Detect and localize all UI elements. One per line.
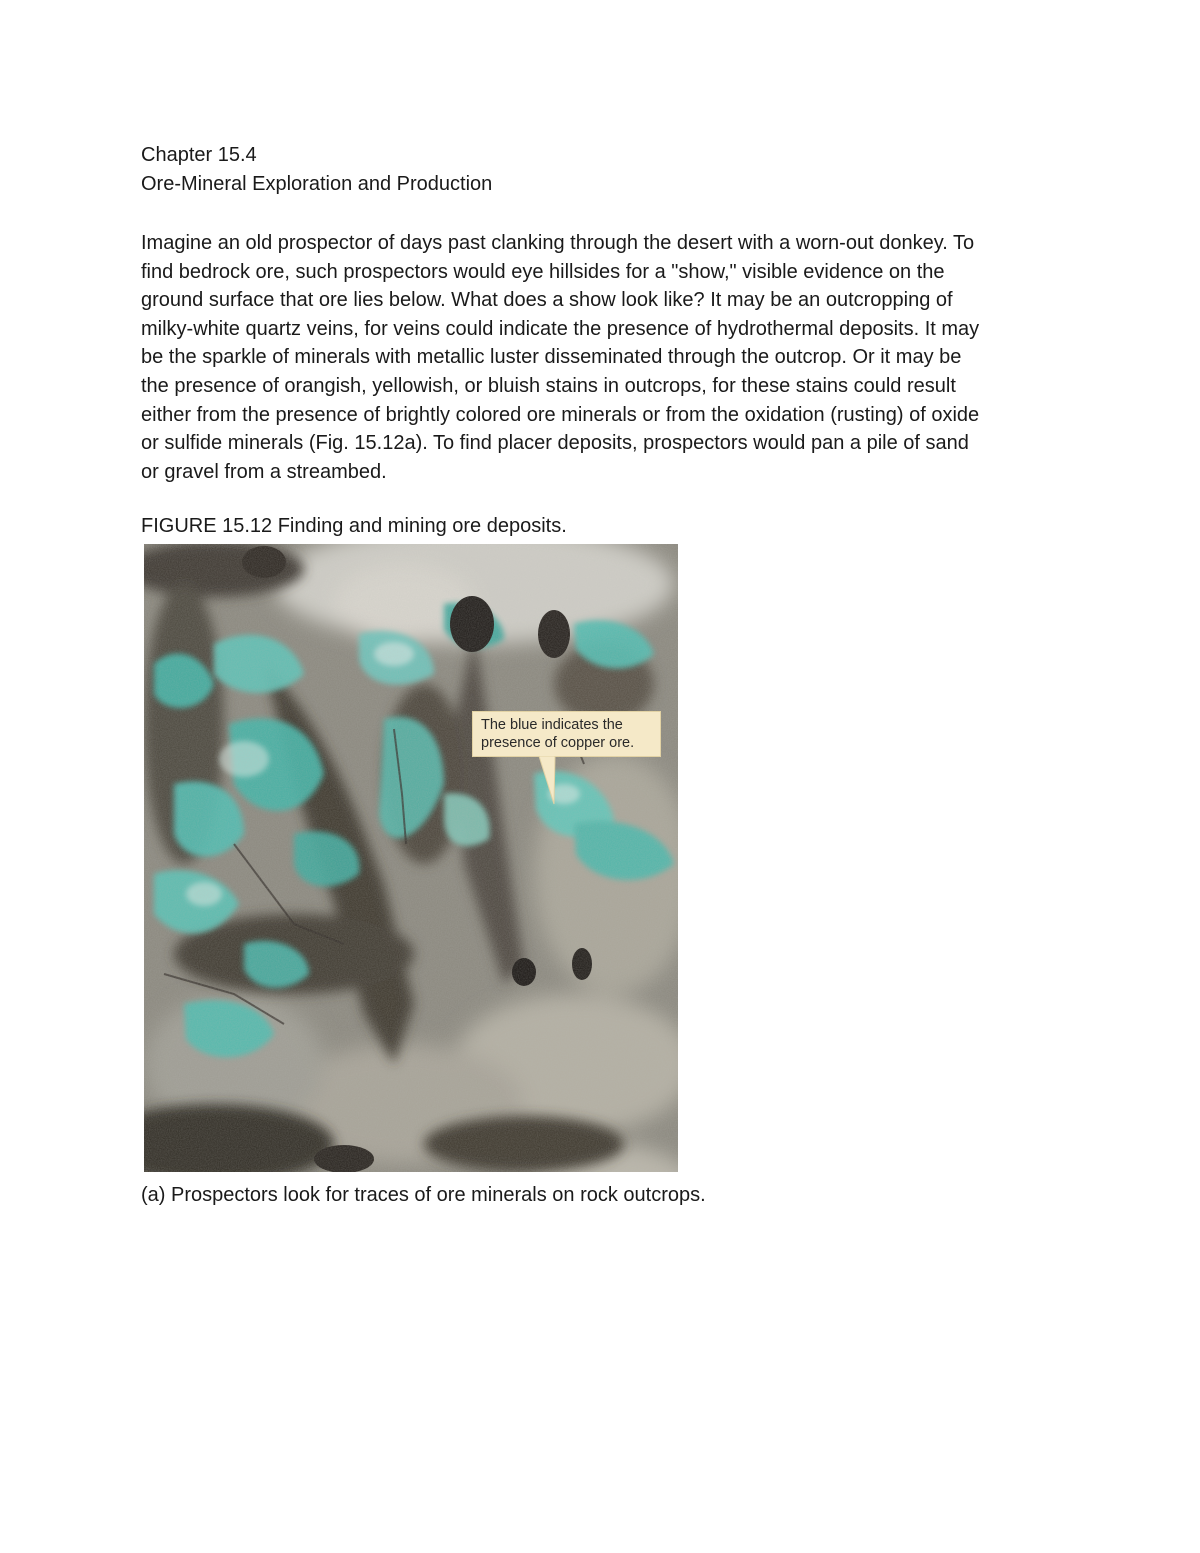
paragraph-line: ground surface that ore lies below. What does a show look like? It may be an outcropping of: [141, 289, 953, 312]
callout-pointer-icon: [538, 756, 560, 806]
figure-subcaption: (a) Prospectors look for traces of ore minerals on rock outcrops.: [141, 1184, 706, 1206]
section-title: Ore-Mineral Exploration and Production: [141, 173, 493, 195]
chapter-number: Chapter 15.4: [141, 144, 257, 166]
paragraph-line: or sulfide minerals (Fig. 15.12a). To find placer deposits, prospectors would pan a pile of sand: [141, 432, 969, 455]
callout-line: presence of copper ore.: [481, 735, 635, 751]
figure-callout-label: [472, 711, 661, 757]
callout-line: The blue indicates the: [481, 717, 623, 733]
rock-outcrop-photo: [144, 544, 678, 1172]
paragraph-line: Imagine an old prospector of days past clanking through the desert with a worn-out donkey. To: [141, 232, 975, 254]
paragraph-line: either from the presence of brightly colored ore minerals or from the oxidation (rusting) of oxide: [141, 403, 980, 426]
paragraph-line: the presence of orangish, yellowish, or bluish stains in outcrops, for these stains could result: [141, 374, 956, 397]
figure-caption: FIGURE 15.12 Finding and mining ore deposits.: [141, 515, 567, 537]
paragraph-line: or gravel from a streambed.: [141, 460, 387, 483]
body-paragraph: [141, 229, 1053, 486]
paragraph-line: be the sparkle of minerals with metallic luster disseminated through the outcrop. Or it may be: [141, 346, 962, 369]
paragraph-line: milky-white quartz veins, for veins could indicate the presence of hydrothermal deposits. It may: [141, 317, 980, 340]
paragraph-line: find bedrock ore, such prospectors would eye hillsides for a "show," visible evidence on the: [141, 260, 945, 283]
